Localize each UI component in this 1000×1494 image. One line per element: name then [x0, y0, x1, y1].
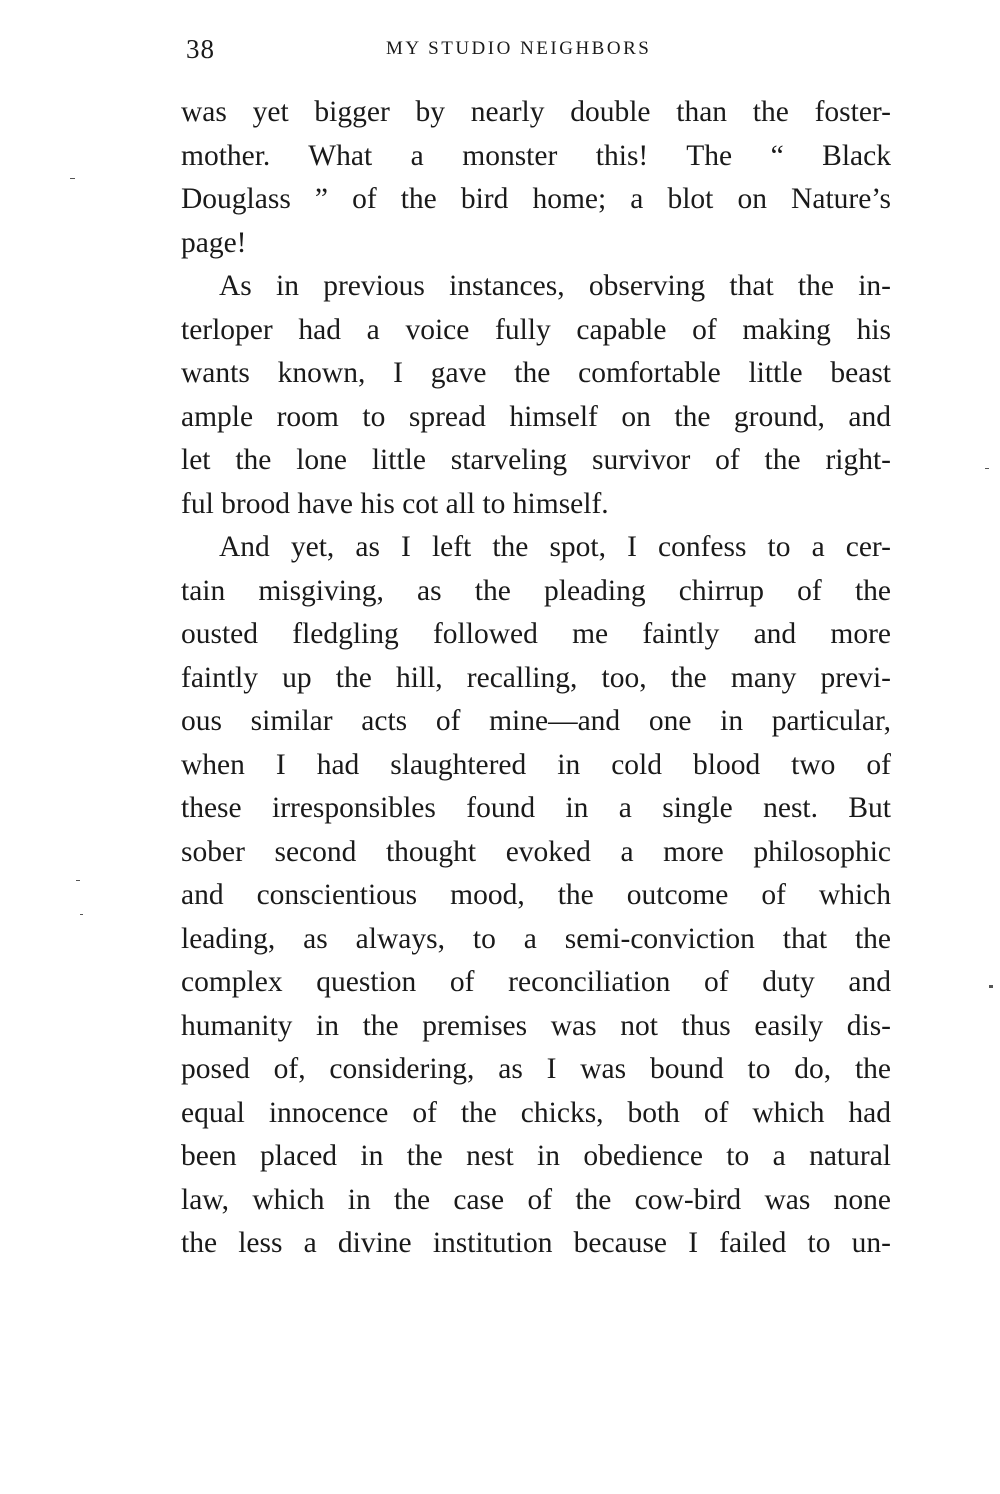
scan-speck — [76, 880, 80, 881]
text-line: mother. What a monster this! The “ Black — [181, 139, 891, 172]
text-line: ousted fledgling followed me faintly and more — [181, 618, 891, 650]
text-line: law, which in the case of the cow-bird was none — [181, 1183, 891, 1216]
text-line: complex question of reconciliation of duty and — [181, 966, 891, 998]
text-line: page! — [181, 226, 247, 259]
text-line: tain misgiving, as the pleading chirrup of the — [181, 574, 891, 607]
scan-speck — [989, 985, 993, 988]
text-line: leading, as always, to a semi-conviction that the — [181, 922, 891, 955]
running-title: MY STUDIO NEIGHBORS — [386, 38, 652, 59]
text-line: wants known, I gave the comfortable little beast — [181, 357, 891, 389]
text-line: faintly up the hill, recalling, too, the many previ- — [181, 661, 891, 694]
text-line: ous similar acts of mine—and one in particular, — [181, 705, 891, 737]
text-line: And yet, as I left the spot, I confess to a cer- — [219, 531, 891, 563]
text-line: posed of, considering, as I was bound to do, the — [181, 1053, 891, 1085]
paragraph-1 — [181, 91, 891, 265]
text-line: ample room to spread himself on the ground, and — [181, 400, 891, 433]
scan-speck — [985, 468, 989, 469]
text-line: let the lone little starveling survivor of the right- — [181, 444, 891, 476]
text-line: when I had slaughtered in cold blood two of — [181, 748, 891, 781]
text-line: As in previous instances, observing that the in- — [219, 270, 891, 302]
text-line: sober second thought evoked a more philosophic — [181, 835, 891, 868]
text-line: Douglass ” of the bird home; a blot on Nature’s — [181, 183, 891, 215]
text-line: terloper had a voice fully capable of making his — [181, 313, 891, 346]
text-line: ful brood have his cot all to himself. — [181, 487, 609, 520]
body-text — [181, 91, 891, 1266]
text-line: humanity in the premises was not thus easily dis- — [181, 1009, 891, 1042]
running-head — [186, 34, 896, 70]
text-line: equal innocence of the chicks, both of which had — [181, 1096, 891, 1129]
text-line: the less a divine institution because I failed to un- — [181, 1227, 891, 1259]
text-line: was yet bigger by nearly double than the foster- — [181, 96, 891, 128]
text-line: these irresponsibles found in a single nest. But — [181, 792, 891, 824]
scan-speck — [70, 178, 75, 179]
paragraph-2 — [181, 265, 891, 526]
text-line: and conscientious mood, the outcome of which — [181, 879, 891, 911]
scan-speck — [80, 914, 83, 915]
page-number: 38 — [186, 34, 215, 64]
paragraph-3 — [181, 526, 891, 1266]
text-line: been placed in the nest in obedience to a natural — [181, 1140, 891, 1172]
